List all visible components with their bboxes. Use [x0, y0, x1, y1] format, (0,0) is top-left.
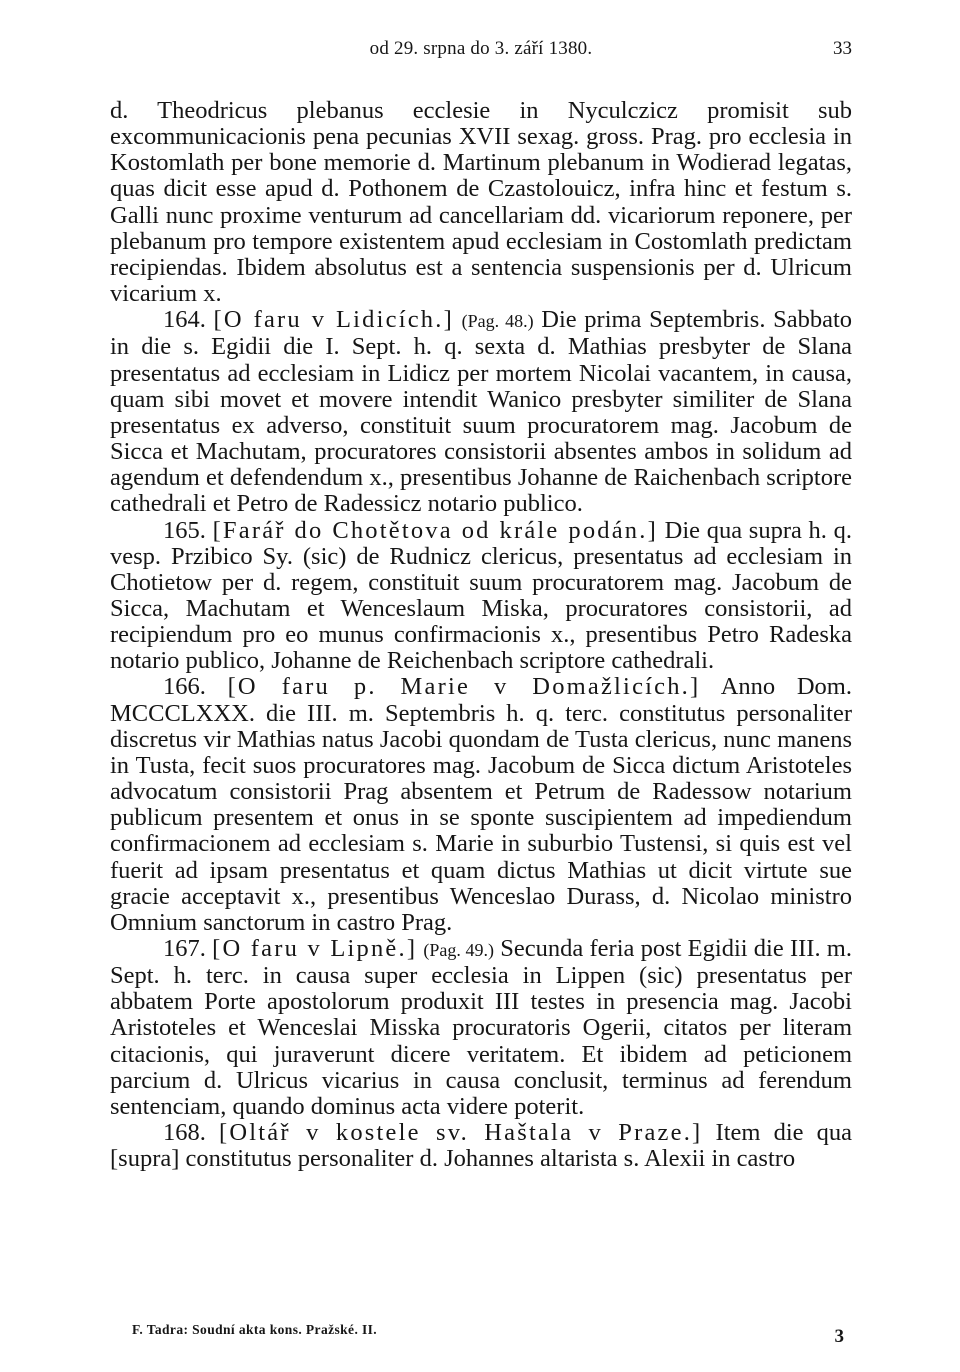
entry-heading: [O faru v Lipně.]: [212, 935, 418, 962]
page-footer: [110, 1318, 852, 1348]
entry-text: Item die qua [supra] constitutus personaliter d. Johannes altarista s. Alexii in castro: [110, 1119, 853, 1173]
entry-heading: [O faru p. Marie v Domažlicích.]: [227, 673, 701, 701]
running-header: [110, 38, 852, 64]
signature-mark: 3: [834, 1326, 844, 1347]
running-title: od 29. srpna do 3. září 1380.: [369, 38, 593, 59]
page-reference: (Pag. 49.): [423, 940, 495, 960]
entry-166: [110, 674, 852, 936]
page-body: [110, 98, 852, 1172]
entry-167: [110, 936, 852, 1120]
entry-heading: [O faru v Lidicích.]: [213, 306, 454, 334]
entry-number: 167.: [163, 935, 206, 962]
entry-text: Anno Dom. MCCCLXXX. die III. m. Septembris h. q. terc. constitutus personaliter discretus vir Mathias natus Jacobi quondam de Tusta clericus, nunc manens in Tusta, fecit suos procuratores mag. Jacobum de Sicca dictum Aristoteles advocatum consistorii Prag absentem et Petrum de Radessow notarium publicum presentem et onus in se sponte suscipientem ad impediendum confirmacionem ad ecclesiam s. Marie in suburbio Tustensi, si quis est vel fuerit ad ipsam presentatus et quam dictus Mathias ut dicit virtute sue gracie acceptavit x., presentibus Wenceslao Durass, d. Nicolao ministro Omnium sanctorum in castro Prag.: [110, 673, 852, 936]
page-reference: (Pag. 48.): [461, 311, 534, 332]
entry-text: Secunda feria post Egidii die III. m. Sept. h. terc. in causa super ecclesia in Lippen (sic) presentatus per abbatem Porte apostolorum produxit III testes in presencia mag. Jacobi Aristoteles et Wenceslai Misska procuratoris Ogerii, citatos per literam citacionis, qui juraverunt dicere veritatem. Et ibidem ad peticionem parcium d. Ulricus vicarius in causa conclusit, terminus ad ferendum sentenciam, quando dominus acta videre poterit.: [110, 935, 852, 1120]
entry-165: [110, 518, 852, 675]
entry-number: 165.: [163, 516, 206, 544]
footer-title: F. Tadra: Soudní akta kons. Pražské. II.: [132, 1322, 378, 1337]
entry-heading: [Farář do Chotětova od krále podán.]: [212, 516, 658, 544]
entry-number: 166.: [163, 673, 206, 701]
paragraph-text: d. Theodricus plebanus ecclesie in Nyculczicz promisit sub excommunicacionis pena pecunias XVII sexag. gross. Prag. pro ecclesia in Kostomlath per bone memorie d. Martinum plebanum in Wodierad legatas, quas dicit esse apud d. Pothonem de Czastolouicz, infra hinc et festum s. Galli nunc proxime venturum ad cancellariam dd. vicariorum reponere, per plebanum pro tempore existentem apud ecclesiam in Costomlath predictam recipiendas. Ibidem absolutus est a sentencia suspensionis per d. Ulricum vicarium x.: [110, 97, 852, 308]
entry-text: Die prima Septembris. Sabbato in die s. Egidii die I. Sept. h. q. sexta d. Mathias presbyter de Slana presentatus ad ecclesiam in Lidicz per mortem Nicolai vacantem, in causa, quam sibi movet et movere intendit Wanico presbyter similiter de Slana presentatus ex adverso, constituit suum procuratorem mag. Jacobum de Sicca et Machutam, procuratores consistorii absentes ambos in solidum ad agendum et defendendum x., presentibus Johanne de Raichenbach scriptore cathedrali et Petro de Radessicz notario publico.: [110, 306, 853, 518]
entry-164: [110, 307, 852, 517]
entry-heading: [Oltář v kostele sv. Haštala v Praze.]: [219, 1119, 703, 1147]
entry-number: 164.: [163, 306, 206, 334]
entry-168: [110, 1120, 852, 1172]
paragraph-continuation: [110, 98, 852, 307]
entry-text: Die qua supra h. q. vesp. Przibico Sy. (sic) de Rudnicz clericus, presentatus ad ecclesiam in Chotietow per d. regem, constituit suum procuratorem mag. Jacobum de Sicca, Machutam et Wenceslaum Miska, procuratores consistorii, ad recipiendum pro eo munus confirmacionis x., presentibus Petro Radeska notario publico, Johanne de Reichenbach scriptore cathedrali.: [110, 516, 852, 675]
entry-number: 168.: [163, 1119, 206, 1147]
page-number: 33: [833, 38, 852, 59]
